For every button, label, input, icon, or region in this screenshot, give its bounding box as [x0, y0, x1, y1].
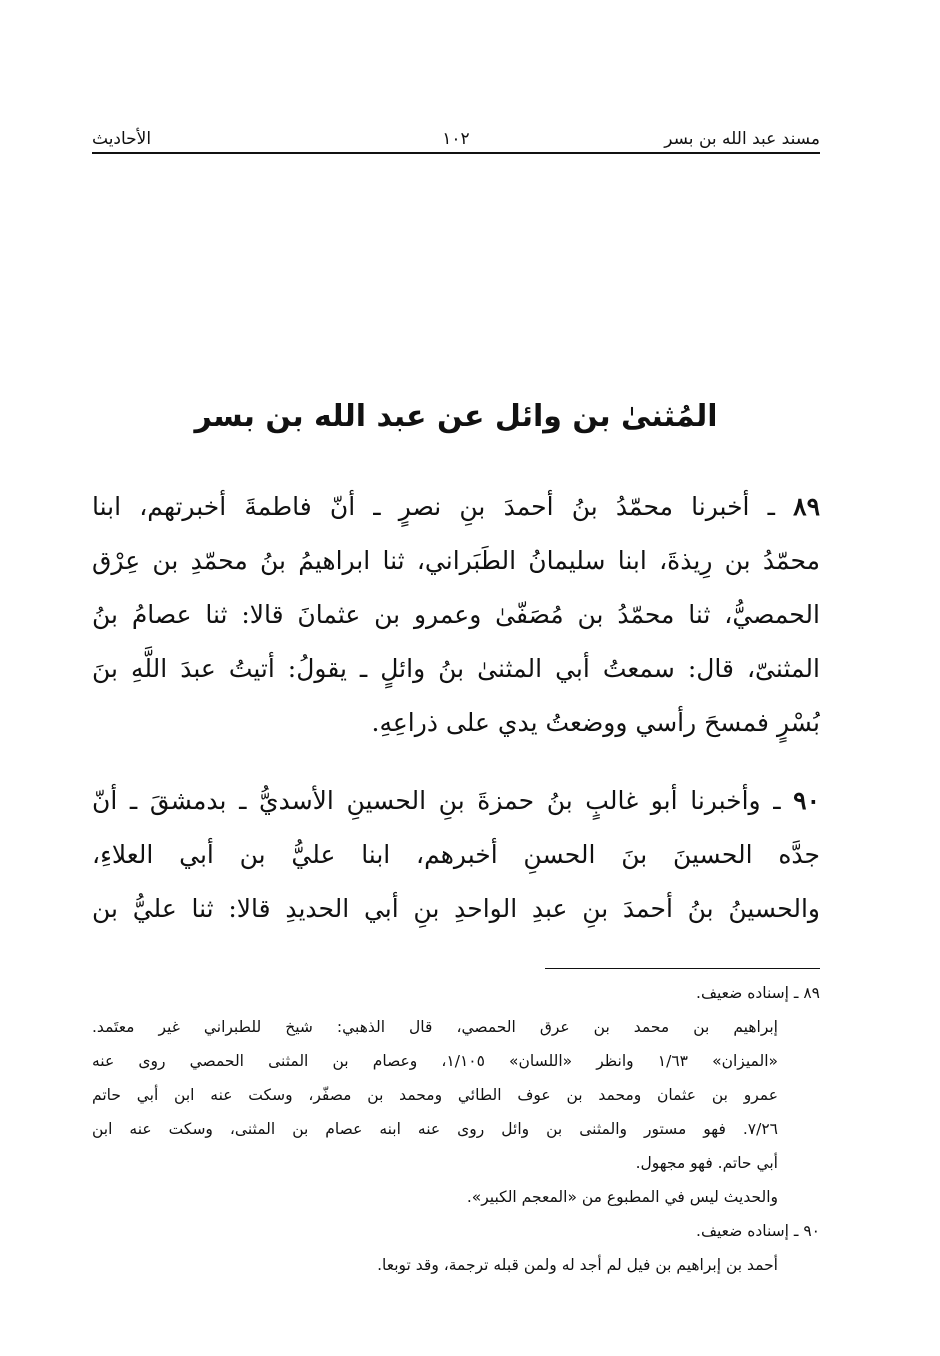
- text-line: محمّدُ بن رِيذةَ، ابنا سليمانُ الطَبَراني، ثنا ابراهيمُ بنُ محمّدِ بن عِرْق: [92, 546, 820, 575]
- text-line: المثنىّ، قال: سمعتُ أبي المثنىٰ بنُ وائلٍ ـ يقولُ: أتيتُ عبدَ اللَّهِ بنَ: [92, 654, 820, 683]
- footnotes: [92, 976, 820, 1282]
- header-section: الأحاديث: [92, 129, 152, 149]
- footnote-line: أحمد بن إبراهيم بن فيل لم أجد له ولمن قبله ترجمة، وقد توبعا.: [377, 1256, 778, 1274]
- hadith-number: ٨٩: [793, 492, 820, 521]
- footnote-number: ٩٠: [803, 1222, 820, 1240]
- footnote-head: ٩٠ ـ إسناده ضعيف.: [696, 1222, 820, 1240]
- footnote-rule: [545, 968, 820, 969]
- footnote-number: ٨٩: [803, 984, 820, 1002]
- hadith-90: [92, 774, 820, 936]
- footnote-line: أبي حاتم. فهو مجهول.: [635, 1154, 778, 1172]
- text-line: ٨٩ ـ أخبرنا محمّدُ بنُ أحمدَ بنِ نصرٍ ـ أنّ فاطمةَ أخبرتهم، ابنا: [92, 492, 820, 521]
- footnote-line: «الميزان» ١/٦٣ وانظر «اللسان» ١/١٠٥، وعصام بن المثنى الحمصي روى عنه: [92, 1052, 778, 1070]
- footnote-line: عمرو بن عثمان ومحمد بن عوف الطائي ومحمد بن مصفّر، وسكت عنه ابن أبي حاتم: [92, 1086, 778, 1104]
- header-book-title: مسند عبد الله بن بسر: [664, 129, 820, 149]
- footnote-line: إبراهيم بن محمد بن عرق الحمصي، قال الذهبي: شيخ للطبراني غير معتَمد.: [92, 1018, 778, 1036]
- text-line: جدَّه الحسينَ بنَ الحسنِ أخبرهم، ابنا عليُّ بن أبي العلاءِ،: [92, 840, 820, 869]
- hadith-number: ٩٠: [793, 786, 820, 815]
- hadith-89: [92, 480, 820, 750]
- chapter-title: المُثنىٰ بن وائل عن عبد الله بن بسر: [194, 399, 718, 434]
- header-rule: [92, 152, 820, 154]
- main-text: [92, 480, 820, 960]
- text-line: الحمصيُّ، ثنا محمّدُ بن مُصَفّىٰ وعمرو بن عثمانَ قالا: ثنا عصامُ بنُ: [92, 600, 820, 629]
- footnote-line: والحديث ليس في المطبوع من «المعجم الكبير».: [466, 1188, 778, 1206]
- text-line: والحسينُ بنُ أحمدَ بنِ عبدِ الواحدِ بنِ أبي الحديدِ قالا: ثنا عليُّ بن: [92, 894, 820, 923]
- text-line: بُسْرٍ فمسحَ رأسي ووضعتُ يدي على ذراعِهِ.: [371, 708, 820, 737]
- footnote-head: ٨٩ ـ إسناده ضعيف.: [696, 984, 820, 1002]
- footnote-line: ٧/٢٦. فهو مستور والمثنى بن وائل روى عنه ابنه عصام بن المثنى، وسكت عنه ابن: [92, 1120, 778, 1138]
- header-page-number: ١٠٢: [442, 129, 470, 149]
- text-line: ٩٠ ـ وأخبرنا أبو غالبٍ بنُ حمزةَ بنِ الحسينِ الأسديُّ ـ بدمشقَ ـ أنّ: [92, 786, 820, 815]
